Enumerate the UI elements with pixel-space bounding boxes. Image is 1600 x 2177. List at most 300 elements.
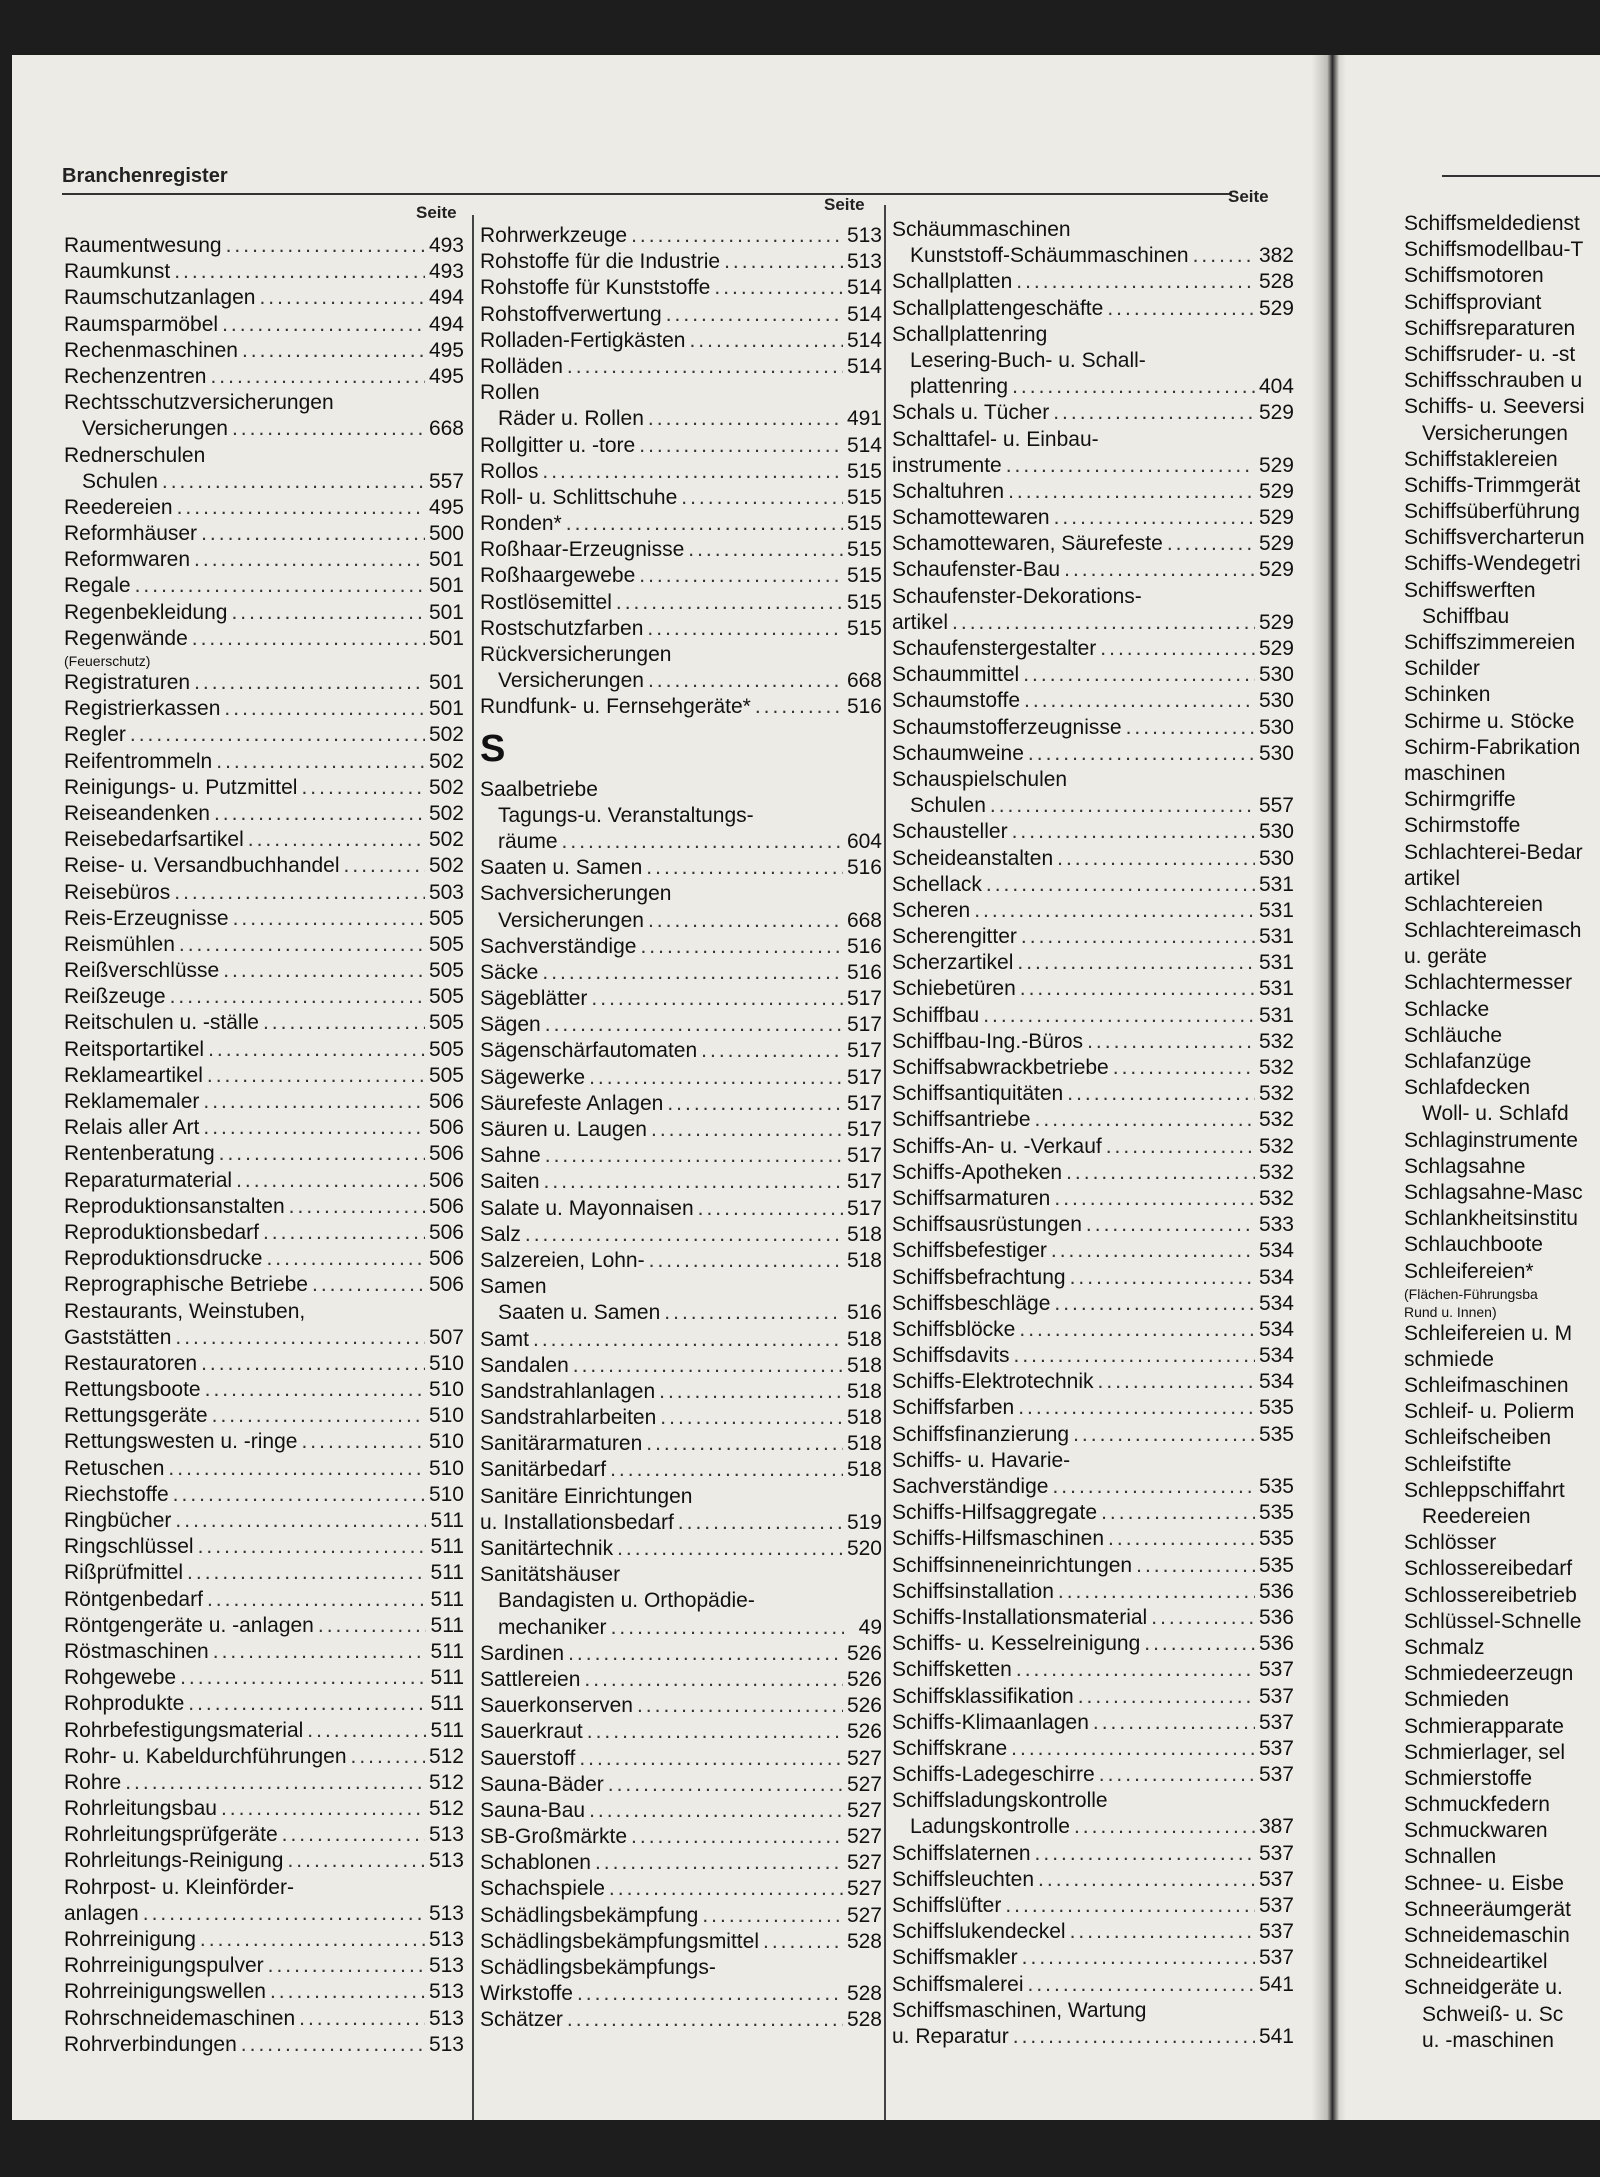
leader-dots xyxy=(1035,1841,1255,1867)
entry-term: Schiffslukendeckel xyxy=(892,1920,1066,1944)
entry-term: Röntgengeräte u. -anlagen xyxy=(64,1613,314,1637)
leader-dots xyxy=(187,1560,426,1586)
index-entry xyxy=(64,521,464,547)
entry-term: Sandalen xyxy=(480,1353,569,1377)
entry-page-number: 513 xyxy=(846,250,882,274)
entry-term: Schiffsinneneinrichtungen xyxy=(892,1553,1133,1577)
entry-term: plattenring xyxy=(910,375,1009,399)
index-entry xyxy=(1404,578,1600,604)
leader-dots xyxy=(173,1482,425,1508)
index-entry xyxy=(480,1641,882,1667)
entry-page-number: 382 xyxy=(1258,244,1294,268)
entry-term: Schädlingsbekämpfungsmittel xyxy=(480,1929,759,1953)
index-entry xyxy=(1404,1923,1600,1949)
leader-dots xyxy=(1058,1579,1255,1605)
index-entry xyxy=(64,1141,464,1167)
index-entry xyxy=(1404,1792,1600,1818)
entry-term: Schiffbau-Ing.-Büros xyxy=(892,1029,1084,1053)
entry-term: Schiffsfarben xyxy=(892,1396,1015,1420)
index-entry xyxy=(64,259,464,285)
entry-term: SB-Großmärkte xyxy=(480,1825,628,1849)
index-entry xyxy=(1404,1661,1600,1687)
entry-term: Schmierstoffe xyxy=(1404,1766,1532,1790)
entry-term: Schiffsbeschläge xyxy=(892,1291,1051,1315)
leader-dots xyxy=(666,302,843,328)
entry-page-number: 537 xyxy=(1258,1946,1294,1970)
entry-term: Reproduktionsdrucke xyxy=(64,1247,263,1271)
entry-term: Schädlingsbekämpfungs- xyxy=(480,1956,716,1979)
entry-term: Rettungsboote xyxy=(64,1378,201,1402)
entry-term: Schiffsausrüstungen xyxy=(892,1213,1082,1237)
entry-term: Restauratoren xyxy=(64,1351,198,1375)
entry-term: Roßhaargewebe xyxy=(480,564,636,588)
index-entry xyxy=(1404,682,1600,708)
entry-term: Schlossereibedarf xyxy=(1404,1557,1573,1581)
index-entry xyxy=(1404,1949,1600,1975)
leader-dots xyxy=(162,469,425,495)
index-entry xyxy=(64,1010,464,1036)
entry-term: Reparaturmaterial xyxy=(64,1168,233,1192)
leader-dots xyxy=(135,573,425,599)
entry-page-number: 510 xyxy=(428,1430,464,1454)
leader-dots xyxy=(248,827,425,853)
index-entry xyxy=(64,1037,464,1063)
entry-term: Schiffsmakler xyxy=(892,1946,1018,1970)
leader-dots xyxy=(1070,1265,1255,1291)
index-entry xyxy=(1404,761,1600,787)
index-entry xyxy=(892,1919,1294,1945)
entry-term: Schaumweine xyxy=(892,741,1024,765)
leader-dots xyxy=(1012,374,1255,400)
index-entry xyxy=(1404,1232,1600,1258)
entry-term: Schaufenster-Dekorations- xyxy=(892,584,1142,608)
index-entry xyxy=(892,1212,1294,1238)
entry-term: Scherengitter xyxy=(892,925,1017,949)
entry-page-number: 514 xyxy=(846,354,882,378)
entry-term: Schamottewaren, Säurefeste xyxy=(892,532,1163,556)
leader-dots xyxy=(223,958,425,984)
leader-dots xyxy=(648,908,843,934)
index-entry xyxy=(64,1429,464,1455)
entry-term: Schulen xyxy=(910,794,986,818)
entry-page-number: 501 xyxy=(428,548,464,572)
index-entry xyxy=(64,1063,464,1089)
entry-page-number: 517 xyxy=(846,1118,882,1141)
entry-term: Schleifscheiben xyxy=(1404,1426,1552,1450)
leader-dots xyxy=(1073,1422,1255,1448)
index-entry xyxy=(64,1587,464,1613)
index-entry xyxy=(64,1665,464,1691)
entry-term: Sägen xyxy=(480,1013,541,1037)
entry-term: Schiffslaternen xyxy=(892,1841,1031,1865)
entry-page-number: 527 xyxy=(846,1877,882,1901)
index-entry xyxy=(480,642,882,668)
entry-page-number: 505 xyxy=(428,985,464,1009)
entry-term: Schlauchboote xyxy=(1404,1233,1543,1257)
entry-page-number: 513 xyxy=(428,1928,464,1951)
index-entry xyxy=(892,872,1294,898)
index-entry xyxy=(64,1979,464,2005)
entry-page-number: 668 xyxy=(846,908,882,932)
seite-label-col1: Seite xyxy=(416,203,457,222)
leader-dots xyxy=(1014,1343,1255,1369)
index-entry xyxy=(64,1875,464,1901)
entry-page-number: 516 xyxy=(846,695,882,719)
leader-dots xyxy=(1057,846,1255,872)
index-entry xyxy=(64,749,464,775)
index-entry xyxy=(1404,1556,1600,1582)
index-entry xyxy=(64,1901,464,1927)
entry-term: S xyxy=(480,727,506,770)
leader-dots xyxy=(617,1536,843,1562)
entry-page-number: 506 xyxy=(428,1247,464,1271)
index-entry xyxy=(892,846,1294,872)
index-entry xyxy=(892,1238,1294,1264)
entry-term: u. Installationsbedarf xyxy=(480,1510,674,1534)
entry-term: Schmiedeerzeugn xyxy=(1404,1662,1574,1686)
leader-dots xyxy=(1023,662,1255,688)
entry-term: Sattlereien xyxy=(480,1667,581,1691)
index-entry xyxy=(892,217,1294,243)
leader-dots xyxy=(208,1037,425,1063)
index-entry xyxy=(892,950,1294,976)
leader-dots xyxy=(659,1379,843,1405)
index-entry xyxy=(892,767,1294,793)
entry-term: Riechstoffe xyxy=(64,1482,169,1506)
entry-term: Rohrleitungsbau xyxy=(64,1797,217,1821)
entry-term: Rohrpost- u. Kleinförder- xyxy=(64,1875,294,1899)
index-entry xyxy=(1404,1321,1600,1347)
entry-term: Rohprodukte xyxy=(64,1692,185,1716)
leader-dots xyxy=(1167,531,1255,557)
index-entry xyxy=(480,537,882,563)
entry-term: Reformhäuser xyxy=(64,522,198,546)
index-entry xyxy=(480,1143,882,1169)
entry-term: Samen xyxy=(480,1275,547,1299)
entry-term: Schneidgeräte u. xyxy=(1404,1976,1563,2000)
index-entry xyxy=(480,1091,882,1117)
index-entry xyxy=(64,443,464,469)
leader-dots xyxy=(990,793,1255,819)
entry-page-number: 541 xyxy=(1258,1972,1294,1996)
index-entry xyxy=(1404,1583,1600,1609)
entry-term: Scherzartikel xyxy=(892,951,1014,975)
leader-dots xyxy=(568,1641,843,1667)
entry-page-number: 505 xyxy=(428,906,464,930)
entry-term: Reitsportartikel xyxy=(64,1037,205,1061)
entry-term: Reismühlen xyxy=(64,932,175,956)
leader-dots xyxy=(595,1850,843,1876)
index-entry xyxy=(64,1168,464,1194)
index-entry xyxy=(1404,1101,1600,1127)
entry-term: Reifentrommeln xyxy=(64,749,213,773)
entry-term: Schaummittel xyxy=(892,663,1020,687)
index-entry xyxy=(480,1117,882,1143)
index-entry xyxy=(1404,211,1600,237)
entry-page-number: 537 xyxy=(1258,1763,1294,1787)
index-entry xyxy=(64,958,464,984)
entry-page-number: 501 xyxy=(428,626,464,650)
leader-dots xyxy=(170,984,425,1010)
index-entry xyxy=(64,827,464,853)
entry-page-number: 502 xyxy=(428,749,464,773)
index-entry xyxy=(892,1186,1294,1212)
entry-page-number: 501 xyxy=(428,671,464,694)
leader-dots xyxy=(1151,1605,1255,1631)
index-entry xyxy=(1404,1740,1600,1766)
index-entry xyxy=(892,1736,1294,1762)
entry-page-number: 513 xyxy=(428,1901,464,1925)
entry-page-number: 518 xyxy=(846,1222,882,1246)
entry-page-number: 530 xyxy=(1258,663,1294,687)
entry-term: Rohrreinigung xyxy=(64,1928,196,1951)
entry-page-number: 537 xyxy=(1258,1867,1294,1891)
index-entry xyxy=(64,652,464,670)
index-entry xyxy=(64,1482,464,1508)
entry-term: Schaltuhren xyxy=(892,479,1005,503)
index-entry xyxy=(64,1953,464,1979)
index-entry xyxy=(480,1196,882,1222)
leader-dots xyxy=(1017,950,1255,976)
entry-term: Schlankheitsinstitu xyxy=(1404,1207,1578,1231)
entry-page-number: 532 xyxy=(1258,1056,1294,1079)
index-entry xyxy=(480,881,882,907)
index-entry xyxy=(1404,1425,1600,1451)
index-entry xyxy=(892,819,1294,845)
entry-page-number: 502 xyxy=(428,801,464,825)
entry-term: Schnallen xyxy=(1404,1845,1497,1869)
entry-term: Bandagisten u. Orthopädie- xyxy=(498,1589,755,1613)
leader-dots xyxy=(1136,1553,1255,1579)
entry-term: Schausteller xyxy=(892,820,1008,844)
entry-term: Regale xyxy=(64,574,131,598)
entry-page-number: 506 xyxy=(428,1116,464,1140)
index-entry xyxy=(64,1848,464,1874)
leader-dots xyxy=(566,511,843,537)
index-entry xyxy=(480,328,882,354)
index-entry xyxy=(480,485,882,511)
leader-dots xyxy=(678,1510,843,1536)
entry-page-number: 493 xyxy=(428,260,464,284)
entry-term: Rohrleitungsprüfgeräte xyxy=(64,1823,278,1847)
entry-page-number: 531 xyxy=(1258,951,1294,975)
entry-page-number: 529 xyxy=(1258,610,1294,634)
entry-page-number: 514 xyxy=(846,328,882,352)
entry-page-number: 532 xyxy=(1258,1082,1294,1106)
entry-term: Reinigungs- u. Putzmittel xyxy=(64,775,298,799)
entry-page-number: 502 xyxy=(428,775,464,799)
entry-term: Schiffs-Installationsmaterial xyxy=(892,1605,1148,1629)
entry-page-number: 516 xyxy=(846,1301,882,1325)
entry-page-number: 404 xyxy=(1258,375,1294,399)
entry-term: Schläuche xyxy=(1404,1023,1503,1047)
entry-term: Rohstoffe für die Industrie xyxy=(480,250,721,274)
leader-dots xyxy=(608,1772,843,1798)
entry-page-number: 557 xyxy=(428,469,464,493)
entry-page-number: 537 xyxy=(1258,1710,1294,1734)
index-entry xyxy=(480,380,882,406)
entry-term: Schleifereien u. M xyxy=(1404,1321,1573,1345)
entry-page-number: 532 xyxy=(1258,1108,1294,1132)
entry-page-number: 535 xyxy=(1258,1396,1294,1420)
leader-dots xyxy=(660,1405,843,1431)
entry-page-number: 518 xyxy=(846,1432,882,1456)
leader-dots xyxy=(1144,1631,1255,1657)
leader-dots xyxy=(180,1665,426,1691)
entry-page-number: 510 xyxy=(428,1456,464,1480)
index-entry xyxy=(1404,1844,1600,1870)
entry-term: Rohstoffe für Kunststoffe xyxy=(480,276,711,300)
leader-dots xyxy=(1086,1212,1255,1238)
entry-page-number: 510 xyxy=(428,1482,464,1506)
index-entry xyxy=(1404,1128,1600,1154)
book-page xyxy=(12,55,1600,2120)
entry-term: Schiffsarmaturen xyxy=(892,1186,1051,1210)
entry-page-number: 537 xyxy=(1258,1920,1294,1944)
entry-page-number: 528 xyxy=(846,2008,882,2032)
leader-dots xyxy=(179,932,425,958)
entry-term: Schiffsleuchten xyxy=(892,1867,1035,1891)
entry-term: Schachspiele xyxy=(480,1877,605,1901)
index-entry xyxy=(892,374,1294,400)
entry-term: Schiffslüfter xyxy=(892,1894,1002,1917)
leader-dots xyxy=(1074,1814,1255,1840)
entry-page-number: 517 xyxy=(846,1170,882,1194)
entry-page-number: 501 xyxy=(428,574,464,598)
index-entry xyxy=(1404,473,1600,499)
entry-term: Rohrschneidemaschinen xyxy=(64,2006,296,2030)
index-entry xyxy=(64,469,464,495)
index-entry xyxy=(1404,1687,1600,1713)
index-entry xyxy=(1404,1049,1600,1075)
index-entry xyxy=(892,1579,1294,1605)
leader-dots xyxy=(287,1848,424,1874)
leader-dots xyxy=(648,406,843,432)
entry-term: Schiffs-Hilfsaggregate xyxy=(892,1501,1098,1525)
entry-page-number: 526 xyxy=(846,1641,882,1665)
leader-dots xyxy=(974,898,1255,924)
index-entry xyxy=(892,1710,1294,1736)
entry-term: Schauspielschulen xyxy=(892,767,1068,791)
index-entry xyxy=(892,1291,1294,1317)
entry-page-number: 526 xyxy=(846,1667,882,1691)
entry-term: Raumentwesung xyxy=(64,234,222,257)
entry-term: Raumkunst xyxy=(64,260,171,284)
entry-term: Schiffsklassifikation xyxy=(892,1684,1074,1708)
index-entry xyxy=(892,1003,1294,1029)
leader-dots xyxy=(646,1431,843,1457)
entry-term: Wirkstoffe xyxy=(480,1982,573,2006)
leader-dots xyxy=(351,1744,425,1770)
index-entry xyxy=(480,2007,882,2033)
section-letter xyxy=(480,721,882,777)
index-entry xyxy=(480,1667,882,1693)
entry-term: Rohgewebe xyxy=(64,1666,177,1690)
leader-dots xyxy=(1008,479,1255,505)
leader-dots xyxy=(579,1746,843,1772)
entry-term: Reedereien xyxy=(64,495,173,519)
entry-page-number: 528 xyxy=(846,1982,882,2006)
entry-page-number: 510 xyxy=(428,1351,464,1375)
index-entry xyxy=(480,354,882,380)
entry-term: Schiffsvercharterun xyxy=(1404,526,1585,550)
index-entry xyxy=(1404,997,1600,1023)
leader-dots xyxy=(1051,1238,1255,1264)
index-entry xyxy=(64,1403,464,1429)
entry-page-number: 515 xyxy=(846,590,882,614)
entry-page-number: 537 xyxy=(1258,1894,1294,1917)
index-entry xyxy=(64,1927,464,1953)
entry-term: Säcke xyxy=(480,960,539,984)
entry-page-number: 506 xyxy=(428,1273,464,1297)
leader-dots xyxy=(1067,1081,1255,1107)
leader-dots xyxy=(301,775,425,801)
index-entry xyxy=(892,976,1294,1002)
index-entry xyxy=(892,453,1294,479)
entry-page-number: 513 xyxy=(428,2006,464,2030)
column-divider xyxy=(472,215,474,2120)
index-entry xyxy=(892,1422,1294,1448)
index-entry xyxy=(892,400,1294,426)
entry-page-number: 516 xyxy=(846,856,882,880)
entry-page-number: 505 xyxy=(428,959,464,983)
entry-term: Samt xyxy=(480,1327,530,1351)
index-entry xyxy=(64,801,464,827)
leader-dots xyxy=(688,537,843,563)
index-entry xyxy=(480,1798,882,1824)
entry-term: Versicherungen xyxy=(1422,421,1568,445)
leader-dots xyxy=(664,1300,843,1326)
entry-page-number: 514 xyxy=(846,302,882,326)
entry-term: Rolladen-Fertigkästen xyxy=(480,328,686,352)
index-entry xyxy=(892,610,1294,636)
leader-dots xyxy=(1087,1029,1255,1055)
leader-dots xyxy=(1022,1945,1255,1971)
entry-term: (Feuerschutz) xyxy=(64,653,151,669)
entry-page-number: 516 xyxy=(846,960,882,984)
entry-term: Sauerkonserven xyxy=(480,1694,633,1718)
index-entry xyxy=(1404,525,1600,551)
leader-dots xyxy=(545,1143,843,1169)
leader-dots xyxy=(986,872,1255,898)
index-entry xyxy=(64,1534,464,1560)
index-entry xyxy=(892,1317,1294,1343)
leader-dots xyxy=(681,485,843,511)
entry-page-number: 517 xyxy=(846,1039,882,1063)
entry-term: Saiten xyxy=(480,1170,540,1194)
entry-page-number: 668 xyxy=(428,417,464,441)
index-entry xyxy=(480,1012,882,1038)
leader-dots xyxy=(175,1325,425,1351)
leader-dots xyxy=(241,2032,425,2058)
index-entry xyxy=(480,511,882,537)
entry-term: Sachverständige xyxy=(480,934,637,958)
entry-term: Gaststätten xyxy=(64,1325,172,1349)
leader-dots xyxy=(318,1613,426,1639)
entry-page-number: 529 xyxy=(1258,479,1294,503)
leader-dots xyxy=(1108,1526,1255,1552)
index-entry xyxy=(64,1220,464,1246)
entry-term: Sahne xyxy=(480,1144,541,1168)
entry-term: Scheideanstalten xyxy=(892,846,1054,870)
entry-page-number: 529 xyxy=(1258,506,1294,530)
entry-term: Rohrwerkzeuge xyxy=(480,224,628,247)
leader-dots xyxy=(1113,1055,1255,1081)
entry-page-number: 511 xyxy=(430,1561,464,1585)
entry-page-number: 535 xyxy=(1258,1553,1294,1577)
index-entry xyxy=(1404,1347,1600,1373)
leader-dots xyxy=(1053,400,1255,426)
